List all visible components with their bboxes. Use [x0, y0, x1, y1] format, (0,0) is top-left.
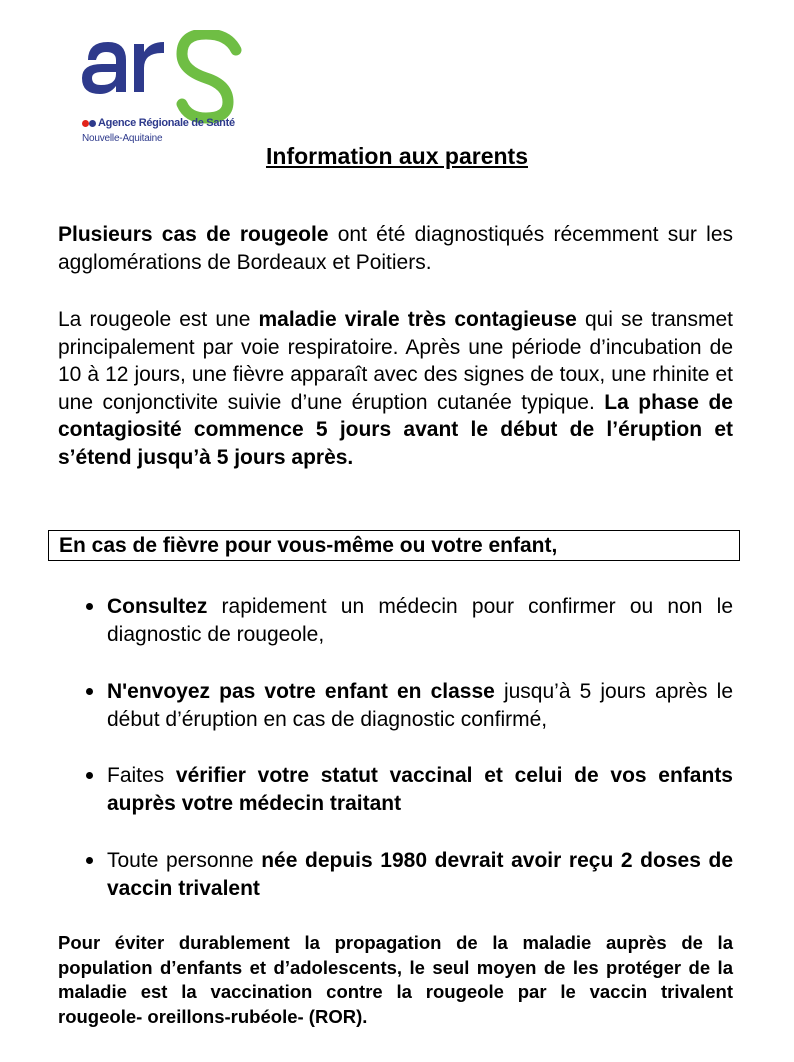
disease-bold-2: La phase de contagiosité commence 5 jours avant le début de l’éruption et s’étend jusqu’à 5 jours après.	[58, 390, 733, 469]
page-title: Information aux parents	[266, 143, 528, 169]
ars-logo	[78, 30, 248, 144]
list-item	[107, 847, 733, 902]
list-item-pre: Faites	[107, 764, 176, 787]
logo-region-name: Nouvelle-Aquitaine	[82, 133, 163, 144]
list-item	[107, 678, 733, 733]
list-item-bold: N'envoyez pas votre enfant en classe	[107, 680, 495, 703]
list-item-bold: Consultez	[107, 595, 208, 618]
disease-text-2: qui se transmet principalement par voie respiratoire. Après une période d’incubation de 10 à 12 jours, une fièvre apparaît avec des signes de toux, une rhinite et une conjonctivite suivie d’une éruption cutanée typique.	[58, 308, 733, 414]
list-item-post: rapidement un médecin pour confirmer ou non le diagnostic de rougeole,	[107, 595, 733, 646]
logo-red-dot	[82, 120, 89, 127]
list-item-bold: née depuis 1980 devrait avoir reçu 2 doses de vaccin trivalent	[107, 849, 733, 900]
bullet-dot-icon	[86, 688, 93, 695]
list-item-pre: Toute personne	[107, 849, 262, 872]
logo-blue-dot	[89, 120, 96, 127]
disease-paragraph	[58, 306, 733, 471]
list-item	[107, 593, 733, 648]
bullet-dot-icon	[86, 772, 93, 779]
list-item-bold: vérifier votre statut vaccinal et celui de vos enfants auprès votre médecin traitant	[107, 764, 733, 815]
list-item-post: jusqu’à 5 jours après le début d’éruption en cas de diagnostic confirmé,	[107, 680, 733, 731]
list-item	[107, 762, 733, 817]
intro-text: ont été diagnostiqués récemment sur les agglomérations de Bordeaux et Poitiers.	[58, 223, 733, 274]
fever-heading-box: En cas de fièvre pour vous-même ou votre enfant,	[48, 530, 740, 561]
disease-bold-1: maladie virale très contagieuse	[258, 308, 577, 331]
logo-agency-name: Agence Régionale de Santé	[98, 117, 235, 129]
intro-bold: Plusieurs cas de rougeole	[58, 223, 329, 246]
bullet-dot-icon	[86, 857, 93, 864]
disease-text-1: La rougeole est une	[58, 308, 259, 331]
ars-logo-mark	[78, 30, 248, 130]
closing-paragraph: Pour éviter durablement la propagation de la maladie auprès de la population d’enfants et d’adolescents, le seul moyen de les protéger de la maladie est la vaccination contre la rougeole par le vaccin trivalent rougeole- oreillons-rubéole- (ROR).	[58, 932, 733, 1027]
intro-paragraph	[58, 221, 733, 276]
bullet-dot-icon	[86, 603, 93, 610]
